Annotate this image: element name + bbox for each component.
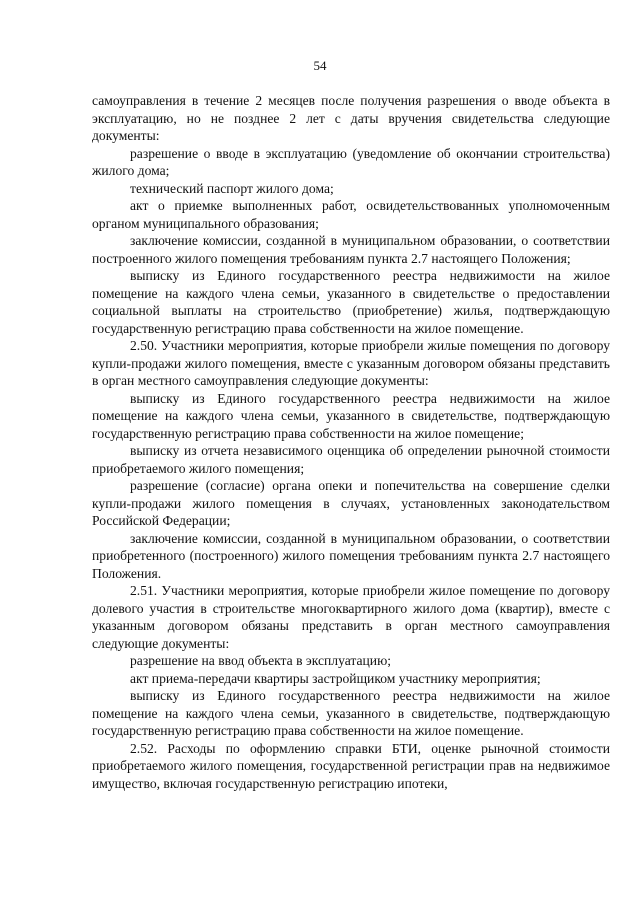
paragraph: выписку из Единого государственного реестра недвижимости на жилое помещение на каждого члена семьи, указанного в свидетельстве, подтверждающую государственную регистрацию права собственности на жилое помещение.: [92, 688, 610, 738]
paragraph: акт о приемке выполненных работ, освидетельствованных уполномоченным органом муниципального образования;: [92, 198, 610, 231]
page-number: 54: [313, 58, 327, 73]
paragraph: разрешение (согласие) органа опеки и попечительства на совершение сделки купли-продажи жилого помещения в случаях, установленных законодательством Российской Федерации;: [92, 478, 610, 528]
paragraph: выписку из отчета независимого оценщика об определении рыночной стоимости приобретаемого жилого помещения;: [92, 443, 610, 476]
paragraph: 2.51. Участники мероприятия, которые приобрели жилое помещение по договору долевого участия в строительстве многоквартирного жилого дома (квартир), вместе с указанным договором обязаны представить в орган местного самоуправления следующие документы:: [92, 583, 610, 651]
paragraph: выписку из Единого государственного реестра недвижимости на жилое помещение на каждого члена семьи, указанного в свидетельстве, подтверждающую государственную регистрацию права собственности на жилое помещение;: [92, 390, 610, 441]
document-body: [92, 92, 610, 792]
paragraph: заключение комиссии, созданной в муниципальном образовании, о соответствии приобретенного (построенного) жилого помещения требованиям пункта 2.7 настоящего Положения.: [92, 530, 610, 581]
paragraph: технический паспорт жилого дома;: [130, 180, 334, 196]
paragraph: 2.52. Расходы по оформлению справки БТИ, оценке рыночной стоимости приобретаемого жилого помещения, государственной регистрации прав на недвижимое имущество, включая государственную регистрацию ипотеки,: [92, 740, 610, 791]
paragraph: самоуправления в течение 2 месяцев после получения разрешения о вводе объекта в эксплуатацию, но не позднее 2 лет с даты вручения свидетельства следующие документы:: [92, 93, 610, 143]
paragraph: разрешение на ввод объекта в эксплуатацию;: [130, 653, 392, 668]
paragraph: выписку из Единого государственного реестра недвижимости на жилое помещение на каждого члена семьи, указанного в свидетельстве о предоставлении социальной выплаты на строительство (приобретение) жилья, подтверждающую государственную регистрацию права собственности на жилое помещение.: [92, 268, 610, 336]
paragraph: 2.50. Участники мероприятия, которые приобрели жилые помещения по договору купли-продажи жилого помещения, вместе с указанным договором обязаны представить в орган местного самоуправления следующие документы:: [92, 338, 610, 388]
paragraph: разрешение о вводе в эксплуатацию (уведомление об окончании строительства) жилого дома;: [92, 145, 610, 178]
paragraph: заключение комиссии, созданной в муниципальном образовании, о соответствии построенного жилого помещения требованиям пункта 2.7 настоящего Положения;: [92, 233, 610, 266]
paragraph: акт приема-передачи квартиры застройщиком участнику мероприятия;: [130, 670, 541, 686]
